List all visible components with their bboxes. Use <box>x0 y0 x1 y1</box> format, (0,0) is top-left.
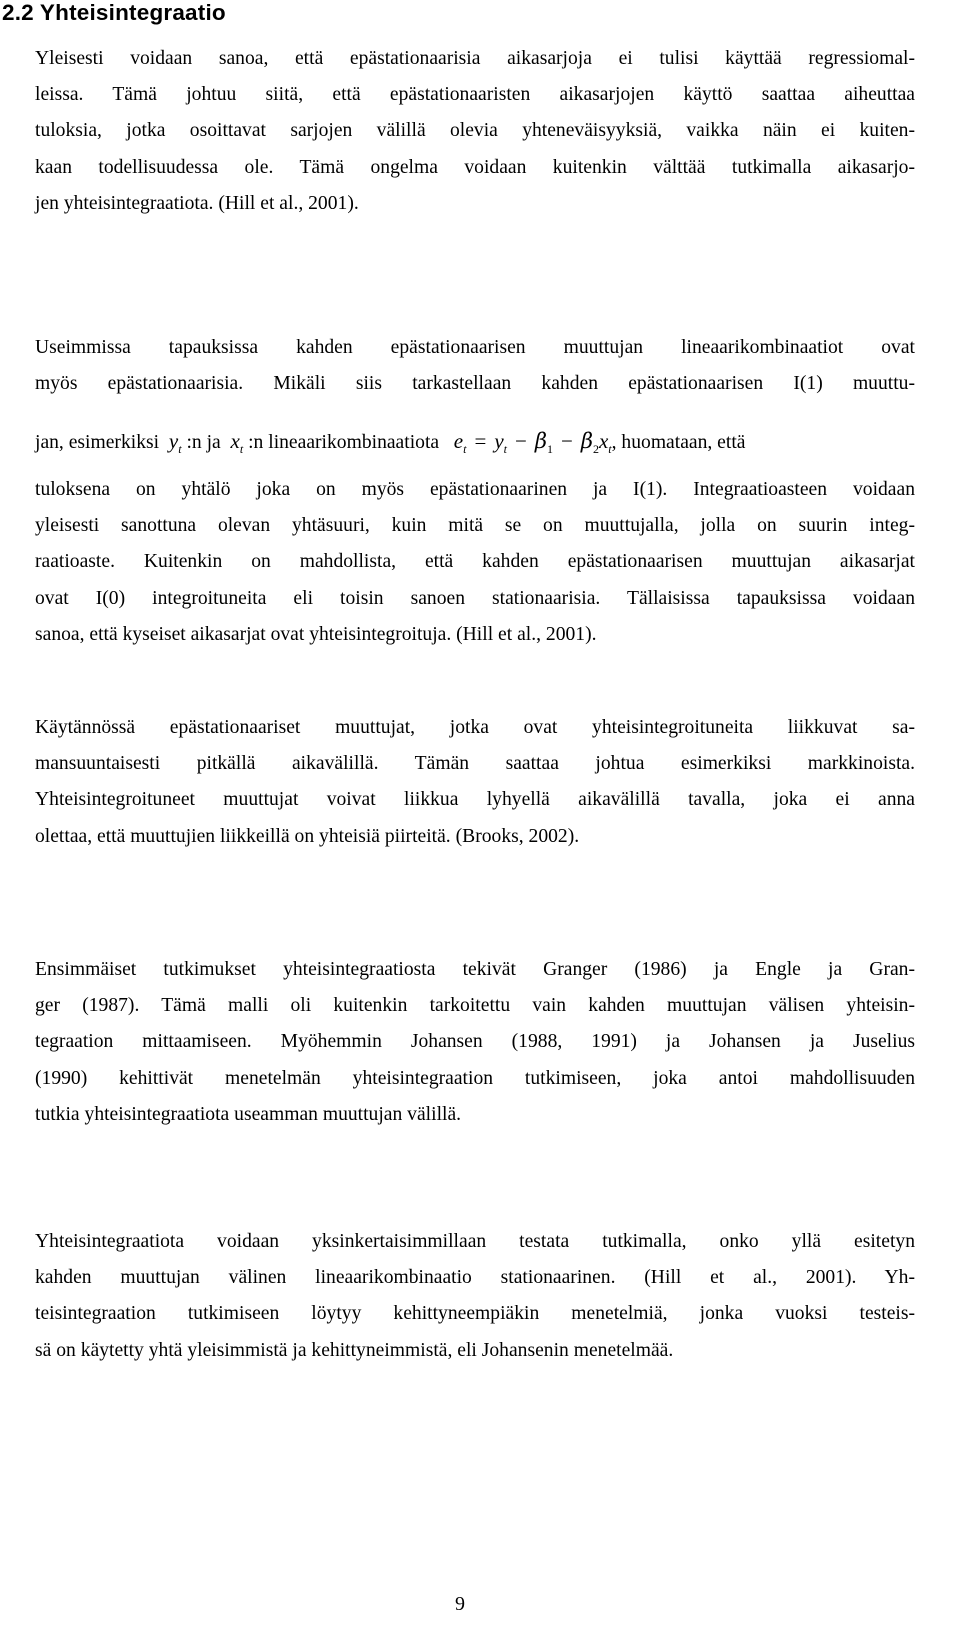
text-line: Käytännössä epästationaariset muuttujat, jotka ovat yhteisintegroituneita liikkuvat sa- <box>35 717 915 738</box>
subscript-t: t <box>503 442 507 456</box>
text-line: tuloksena on yhtälö joka on myös epästationaarinen ja I(1). Integraatioasteen voidaan <box>35 479 915 500</box>
subscript-2: 2 <box>592 442 599 456</box>
text-line: sanoa, että kyseiset aikasarjat ovat yhteisintegroituja. (Hill et al., 2001). <box>35 623 597 645</box>
text-line: myös epästationaarisia. Mikäli siis tarkastellaan kahden epästationaarisen I(1) muuttu- <box>35 373 915 395</box>
text-line: yleisesti sanottuna olevan yhtäsuuri, kuin mitä se on muuttujalla, jolla on suurin integ- <box>35 515 915 537</box>
subscript-t: t <box>239 442 244 456</box>
text-line: tutkia yhteisintegraatiota useamman muuttujan välillä. <box>35 1103 462 1125</box>
text-line: olettaa, että muuttujien liikkeillä on yhteisiä piirteitä. (Brooks, 2002). <box>35 825 580 847</box>
var-y: y <box>168 429 179 453</box>
subscript-t: t <box>178 442 182 456</box>
text-line: kaan todellisuudessa ole. Tämä ongelma voidaan kuitenkin välttää tutkimalla aikasarjo- <box>35 156 915 178</box>
text-line: Ensimmäiset tutkimukset yhteisintegraatiosta tekivät Granger (1986) ja Engle ja Gran- <box>35 959 915 980</box>
text-line: Useimmissa tapauksissa kahden epästationaarisen muuttujan lineaarikombinaatiot ovat <box>35 337 915 358</box>
equation-line <box>35 423 915 467</box>
var-x: x <box>230 429 240 453</box>
paragraph-2 <box>35 330 915 402</box>
paragraph-3 <box>35 710 915 855</box>
text-line: Yhteisintegroituneet muuttujat voivat liikkua lyhyellä aikavälillä tavalla, joka ei anna <box>35 789 915 811</box>
text-line: teisintegraation tutkimiseen löytyy kehittyneempiäkin menetelmiä, jonka vuoksi testeis- <box>35 1303 915 1325</box>
minus-sign: − <box>560 429 573 453</box>
text-line: Yhteisintegraatiota voidaan yksinkertaisimmillaan testata tutkimalla, onko yllä esitetyn <box>35 1231 915 1252</box>
text-line: (1990) kehittivät menetelmän yhteisintegraation tutkimiseen, joka antoi mahdollisuuden <box>35 1067 915 1089</box>
paragraph-1 <box>35 41 915 222</box>
text-line: raatioaste. Kuitenkin on mahdollista, että kahden epästationaarisen muuttujan aikasarjat <box>35 551 915 573</box>
eq-text-1: jan, esimerkiksi <box>35 432 160 453</box>
text-line: jen yhteisintegraatiota. (Hill et al., 2001). <box>35 192 359 214</box>
subscript-t: t <box>608 442 612 456</box>
text-line: leissa. Tämä johtuu siitä, että epästationaaristen aikasarjojen käyttö saattaa aiheuttaa <box>35 84 915 106</box>
paragraph-4 <box>35 952 915 1133</box>
text-line: Yleisesti voidaan sanoa, että epästationaarisia aikasarjoja ei tulisi käyttää regressiomal- <box>35 48 915 69</box>
paragraph-5 <box>35 1224 915 1369</box>
text-line: tegraation mittaamiseen. Myöhemmin Johansen (1988, 1991) ja Johansen ja Juselius <box>35 1031 915 1053</box>
text-line: mansuuntaisesti pitkällä aikavälillä. Tämän saattaa johtua esimerkiksi markkinoista. <box>35 753 915 775</box>
text-line: ovat I(0) integroituneita eli toisin sanoen stationaarisia. Tällaisissa tapauksissa voidaan <box>35 587 915 609</box>
text-line: tuloksia, jotka osoittavat sarjojen välillä olevia yhteneväisyyksiä, vaikka näin ei kuiten- <box>35 120 915 142</box>
var-beta: β <box>534 429 547 453</box>
text-line: ger (1987). Tämä malli oli kuitenkin tarkoitettu vain kahden muuttujan välisen yhteisin- <box>35 995 915 1017</box>
eq-text-4: , huomataan, että <box>611 432 746 453</box>
subscript-1: 1 <box>546 442 553 456</box>
var-x: x <box>598 429 609 453</box>
var-beta: β <box>580 429 593 453</box>
text-line: kahden muuttujan välinen lineaarikombinaatio stationaarinen. (Hill et al., 2001). Yh- <box>35 1267 915 1289</box>
equals-sign: = <box>474 429 487 453</box>
section-heading: 2.2 Yhteisintegraatio <box>2 0 226 25</box>
eq-text-3: :n lineaarikombinaatiota <box>248 432 440 453</box>
text-line: sä on käytetty yhtä yleisimmistä ja kehittyneimmistä, eli Johansenin menetelmää. <box>35 1339 674 1361</box>
page-number: 9 <box>455 1593 465 1615</box>
paragraph-2-continued <box>35 472 915 653</box>
subscript-t: t <box>463 442 467 456</box>
var-e: e <box>453 429 464 453</box>
eq-text-2: :n ja <box>186 432 221 453</box>
var-y: y <box>494 429 504 453</box>
minus-sign: − <box>514 429 527 453</box>
